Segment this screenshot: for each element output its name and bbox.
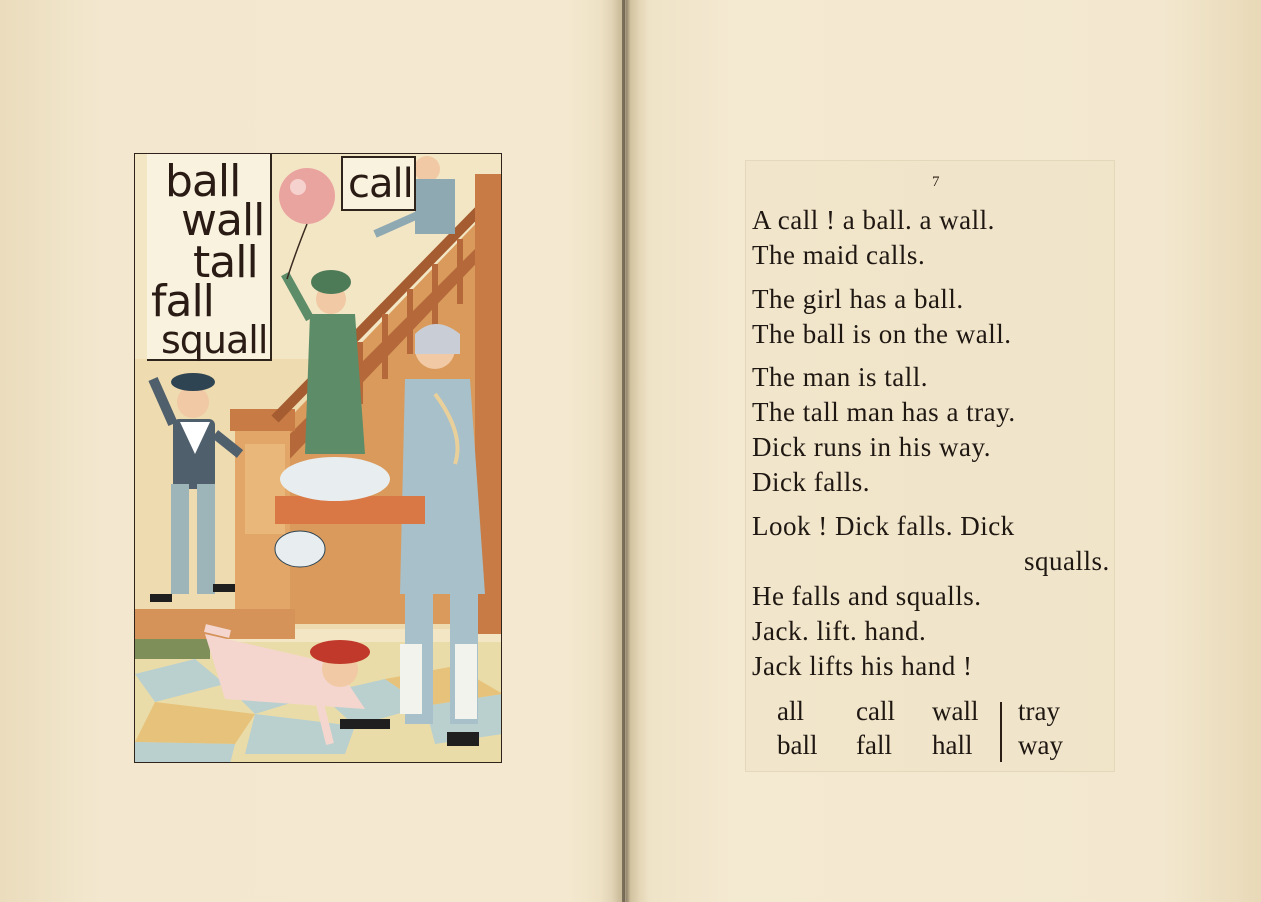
word-table-cell: wall <box>932 696 979 726</box>
text-line: Dick falls. <box>752 467 870 497</box>
text-line: Jack. lift. hand. <box>752 616 927 646</box>
panel-word: ball <box>165 156 241 207</box>
panel-word: wall <box>181 195 265 246</box>
gutter-shadow <box>600 0 640 902</box>
word-table-cell: all <box>777 696 804 726</box>
word-table-cell: fall <box>856 730 892 760</box>
rhyming-words-panel <box>147 154 272 361</box>
book-gutter <box>622 0 625 902</box>
text-line: Dick runs in his way. <box>752 432 991 462</box>
word-table-cell: ball <box>777 730 818 760</box>
text-line: The girl has a ball. <box>752 284 964 314</box>
word-table-cell: hall <box>932 730 973 760</box>
word-table-cell: tray <box>1018 696 1060 726</box>
text-line: The ball is on the wall. <box>752 319 1012 349</box>
panel-word: squall <box>161 318 268 362</box>
panel-word: fall <box>151 276 214 327</box>
text-line: He falls and squalls. <box>752 581 982 611</box>
word-table-cell: way <box>1018 730 1063 760</box>
text-line: A call ! a ball. a wall. <box>752 205 995 235</box>
text-line: The man is tall. <box>752 362 928 392</box>
page-number: 7 <box>932 174 940 190</box>
text-line: The maid calls. <box>752 240 926 270</box>
illustration-plate <box>134 153 502 763</box>
word-table-divider <box>1000 702 1002 762</box>
call-word-panel <box>341 156 416 211</box>
panel-word-call: call <box>348 161 413 207</box>
text-line: squalls. <box>1024 546 1110 576</box>
text-line: The tall man has a tray. <box>752 397 1016 427</box>
word-table-cell: call <box>856 696 895 726</box>
text-line: Jack lifts his hand ! <box>752 651 973 681</box>
text-line: Look ! Dick falls. Dick <box>752 511 1015 541</box>
panel-word: tall <box>193 237 258 288</box>
